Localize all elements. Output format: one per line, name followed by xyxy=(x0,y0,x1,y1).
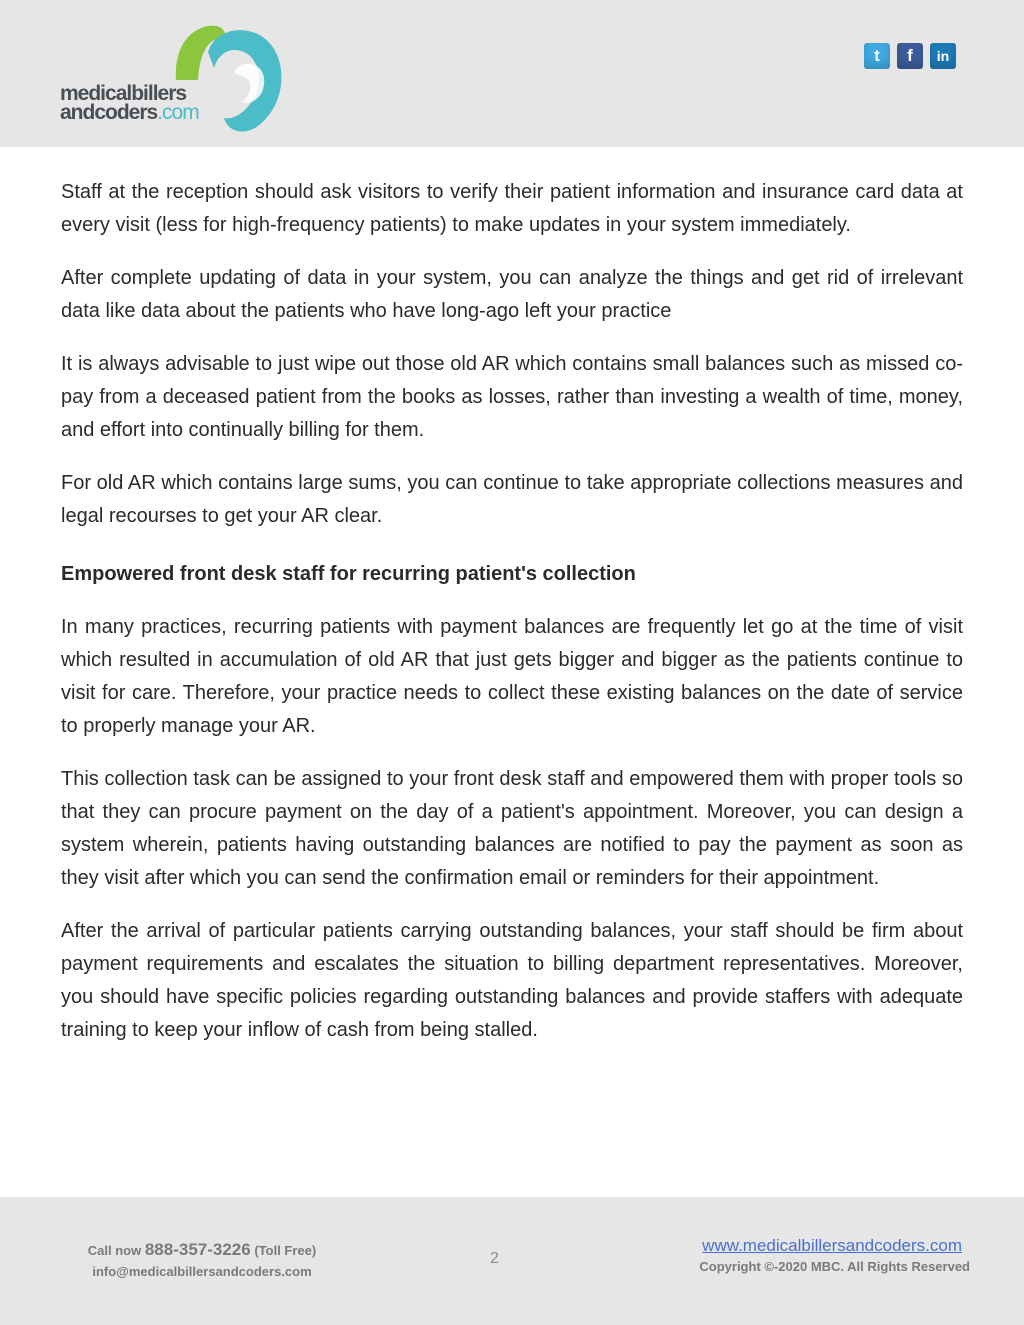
social-links xyxy=(864,43,956,69)
phone-number[interactable]: 888-357-3226 xyxy=(144,1240,251,1259)
call-label: Call now xyxy=(87,1243,145,1258)
page-footer xyxy=(0,1197,1024,1325)
email-link[interactable]: info@medicalbillersandcoders.com xyxy=(92,1264,312,1279)
logo-text xyxy=(60,84,199,122)
linkedin-icon[interactable]: in xyxy=(930,43,956,69)
paragraph: After the arrival of particular patients carrying outstanding balances, your staff should be firm about payment requirements and escalates the situation to billing department representatives. Moreover, you should have specific policies regarding outstanding balances and provide staffers with adequate training to keep your inflow of cash from being stalled. xyxy=(61,920,963,1041)
section-heading: Empowered front desk staff for recurring patient's collection xyxy=(61,563,636,585)
page-number: 2 xyxy=(490,1250,499,1267)
paragraph: For old AR which contains large sums, you can continue to take appropriate collections measures and legal recourses to get your AR clear. xyxy=(61,472,963,527)
logo-suffix: .com xyxy=(157,101,199,124)
site-info xyxy=(699,1235,970,1277)
twitter-icon[interactable]: t xyxy=(864,43,890,69)
company-logo[interactable] xyxy=(58,22,298,137)
website-link[interactable]: www.medicalbillersandcoders.com xyxy=(702,1236,962,1255)
contact-info xyxy=(82,1239,322,1282)
copyright-text: Copyright ©-2020 MBC. All Rights Reserved xyxy=(699,1259,970,1274)
paragraph: In many practices, recurring patients with payment balances are frequently let go at the time of visit which resulted in accumulation of old AR that just gets bigger and bigger as the patients continue to visit for care. Therefore, your practice needs to collect these existing balances on the date of service to properly manage your AR. xyxy=(61,616,963,737)
toll-free-label: (Toll Free) xyxy=(250,1243,317,1258)
page-header xyxy=(0,0,1024,147)
paragraph: After complete updating of data in your system, you can analyze the things and get rid of irrelevant data like data about the patients who have long-ago left your practice xyxy=(61,267,963,322)
article-body xyxy=(61,176,963,1067)
logo-line-1: medicalbillers xyxy=(60,82,187,105)
facebook-icon[interactable]: f xyxy=(897,43,923,69)
paragraph: This collection task can be assigned to your front desk staff and empowered them with proper tools so that they can procure payment on the day of a patient's appointment. Moreover, you can design a system wherein, patients having outstanding balances are notified to pay the payment as soon as they visit after which you can send the confirmation email or reminders for their appointment. xyxy=(61,768,963,889)
paragraph: It is always advisable to just wipe out those old AR which contains small balances such as missed co-pay from a deceased patient from the books as losses, rather than investing a wealth of time, money, and effort into continually billing for them. xyxy=(61,353,963,441)
paragraph: Staff at the reception should ask visitors to verify their patient information and insurance card data at every visit (less for high-frequency patients) to make updates in your system immediately. xyxy=(61,181,963,236)
logo-line-2: andcoders xyxy=(60,101,158,124)
